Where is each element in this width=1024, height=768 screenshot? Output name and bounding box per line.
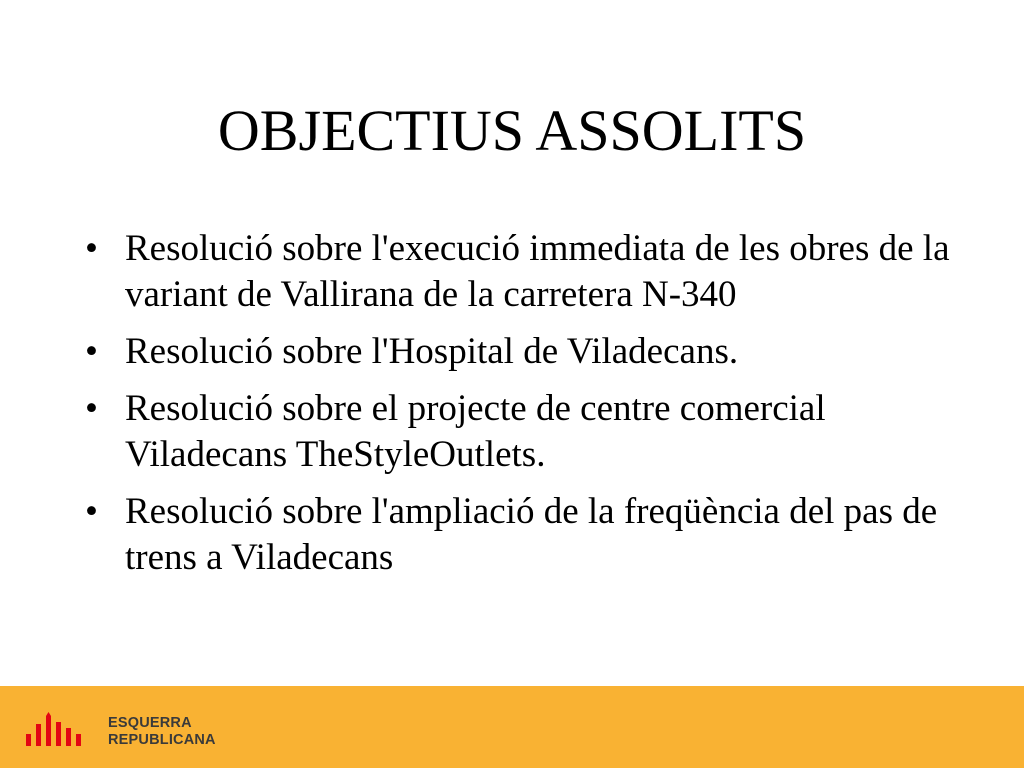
list-item: [85, 226, 965, 318]
bullet-text: Resolució sobre l'ampliació de la freqüència del pas de trens a Viladecans: [125, 491, 938, 578]
bullet-text: Resolució sobre l'Hospital de Viladecans.: [125, 331, 739, 372]
logo-line-2: REPUBLICANA: [108, 732, 216, 748]
list-item: [85, 329, 965, 375]
bullet-text: Resolució sobre el projecte de centre comercial Viladecans TheStyleOutlets.: [125, 388, 826, 475]
bullet-icon: •: [85, 491, 98, 532]
bullet-icon: •: [85, 228, 98, 269]
list-item: [85, 386, 965, 478]
list-item: [85, 489, 965, 581]
bullet-icon: •: [85, 388, 98, 429]
esquerra-republicana-logo-icon: [24, 712, 94, 748]
slide-title: OBJECTIUS ASSOLITS: [217, 98, 807, 163]
bullet-icon: •: [85, 331, 98, 372]
party-logo: [24, 712, 224, 752]
logo-text: [108, 715, 216, 749]
logo-line-1: ESQUERRA: [108, 715, 192, 731]
bullet-list: [85, 226, 965, 592]
bullet-text: Resolució sobre l'execució immediata de les obres de la variant de Vallirana de la carretera N-340: [125, 228, 950, 315]
